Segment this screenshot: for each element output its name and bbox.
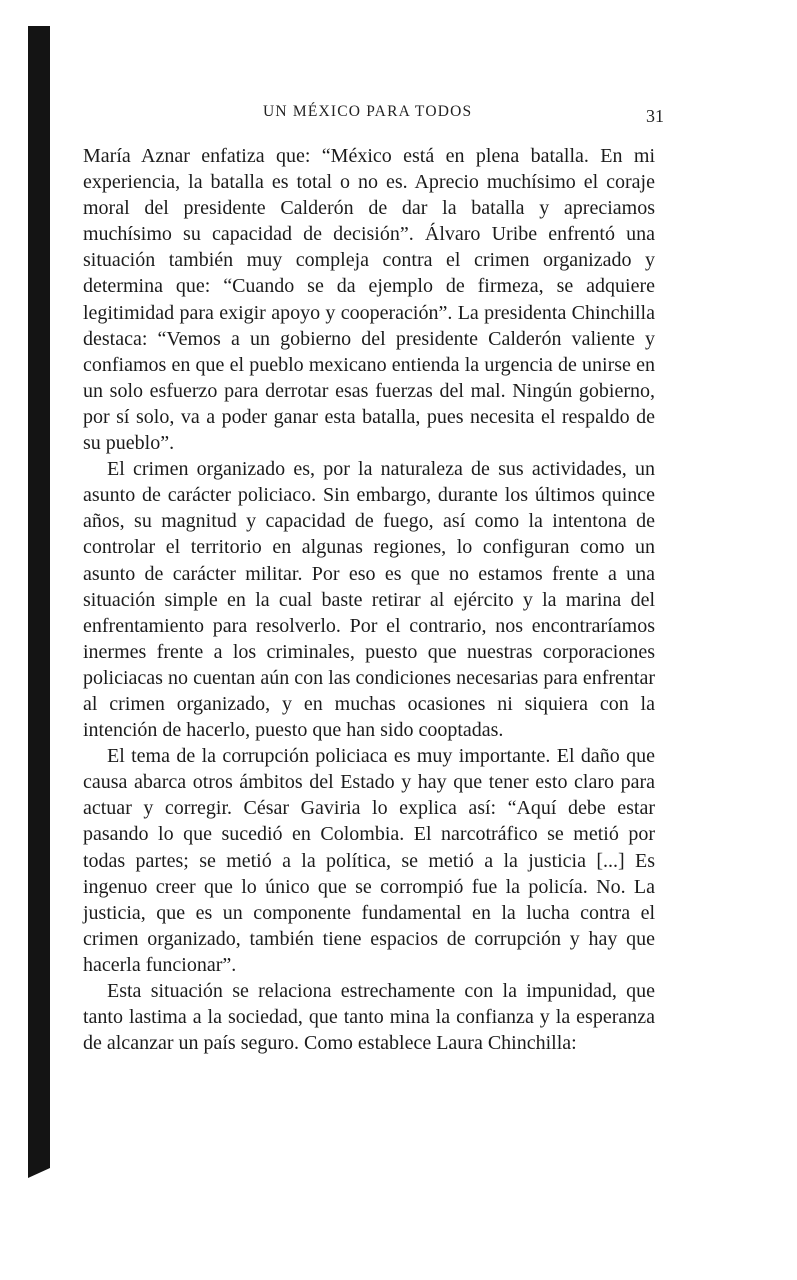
scan-binding-shadow [28, 26, 50, 1168]
paragraph-1: María Aznar enfatiza que: “México está en plena batalla. En mi experiencia, la batalla es total o no es. Aprecio muchísimo el coraje moral del presidente Calderón de dar la batalla y apreciamos muchísimo su capacidad de decisión”. Álvaro Uribe enfrentó una situación también muy compleja contra el crimen organizado y determina que: “Cuando se da ejemplo de firmeza, se adquiere legitimidad para exigir apoyo y cooperación”. La presidenta Chinchilla destaca: “Vemos a un gobierno del presidente Calderón valiente y confiamos en que el pueblo mexicano entienda la urgencia de unirse en un solo esfuerzo para derrotar esas fuerzas del mal. Ningún gobierno, por sí solo, va a poder ganar esta batalla, pues necesita el respaldo de su pueblo”. [83, 145, 655, 455]
body-text [83, 143, 655, 1056]
paragraph-2: El crimen organizado es, por la naturaleza de sus actividades, un asunto de carácter policiaco. Sin embargo, durante los últimos quince años, su magnitud y capacidad de fuego, así como la intentona de controlar el territorio en algunas regiones, lo configuran como un asunto de carácter militar. Por eso es que no estamos frente a una situación simple en la cual baste retirar al ejército y la marina del enfrentamiento para resolverlo. Por el contrario, nos encontraríamos inermes frente a los criminales, puesto que nuestras corporaciones policiacas no cuentan aún con las condiciones necesarias para enfrentar al crimen organizado, y en muchas ocasiones ni siquiera con la intención de hacerlo, puesto que han sido cooptadas. [83, 458, 655, 742]
paragraph-3: El tema de la corrupción policiaca es muy importante. El daño que causa abarca otros ámbitos del Estado y hay que tener esto claro para actuar y corregir. César Gaviria lo explica así: “Aquí debe estar pasando lo que sucedió en Colombia. El narcotráfico se metió por todas partes; se metió a la política, se metió a la justicia [...] Es ingenuo creer que lo único que se corrompió fue la policía. No. La justicia, que es un componente fundamental en la lucha contra el crimen organizado, también tiene espacios de corrupción y hay que hacerla funcionar”. [83, 745, 655, 976]
page-number: 31 [646, 106, 664, 126]
running-head: UN MÉXICO PARA TODOS [263, 103, 473, 120]
paragraph-4: Esta situación se relaciona estrechamente con la impunidad, que tanto lastima a la sociedad, que tanto mina la confianza y la esperanza de alcanzar un país seguro. Como establece Laura Chinchilla: [83, 980, 655, 1055]
